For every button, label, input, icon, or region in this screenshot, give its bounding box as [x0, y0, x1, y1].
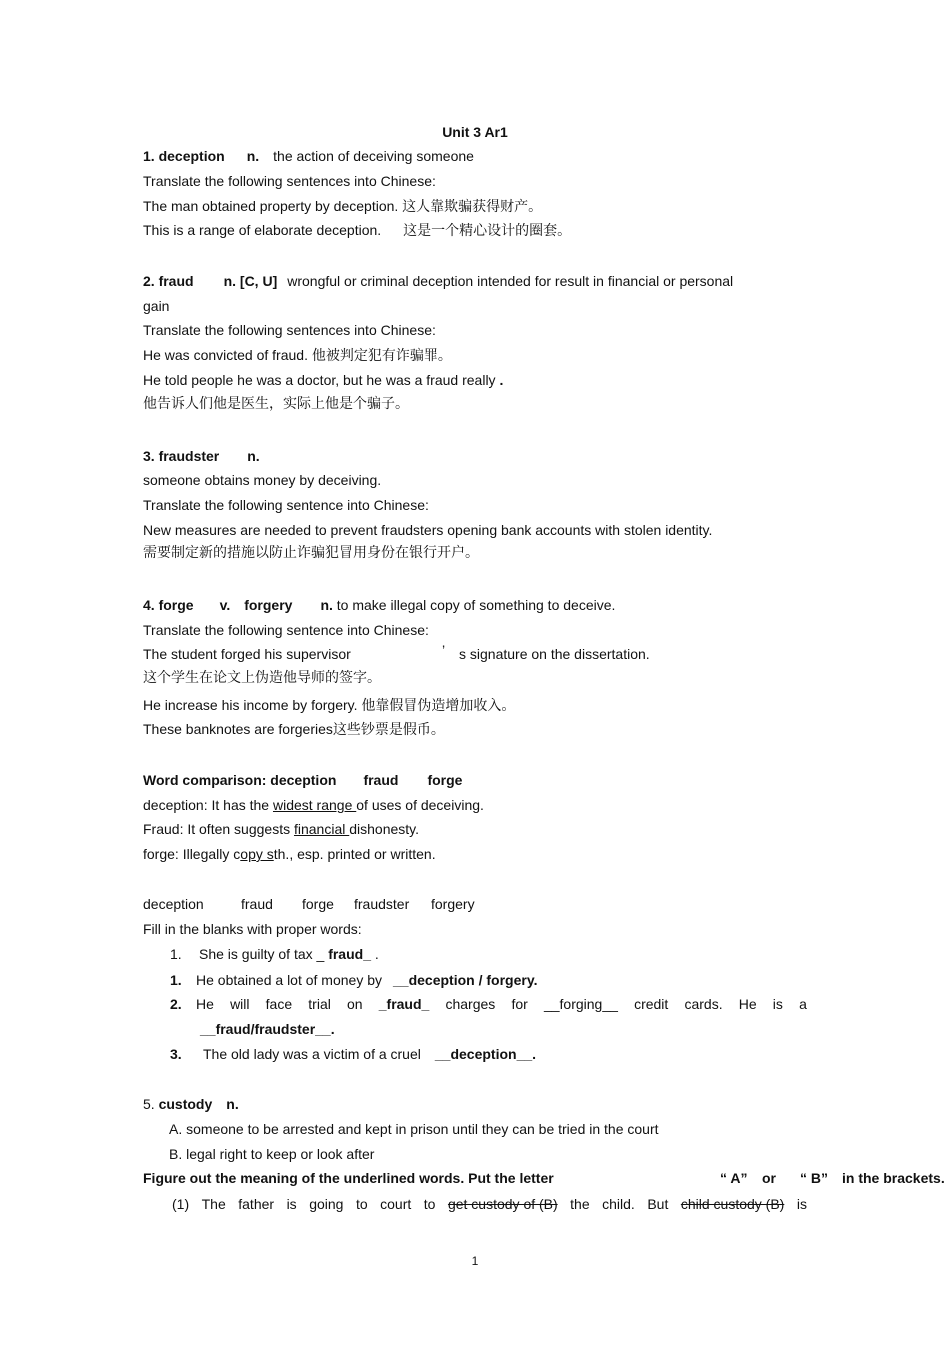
- answer: __deception / forgery.: [393, 972, 538, 988]
- example-sentence-cont: s signature on the dissertation.: [459, 646, 650, 662]
- definition: someone obtains money by deceiving.: [143, 472, 382, 488]
- definition: wrongful or criminal deception intended for result in financial or personal: [287, 273, 734, 289]
- example-sentence: These banknotes are forgeries这些钞票是假币。: [143, 721, 445, 737]
- answer: _fraud_: [378, 996, 430, 1012]
- question-text: She is guilty of tax _: [199, 946, 325, 962]
- custody-question-1: [172, 1195, 807, 1213]
- text: th., esp. printed or written.: [273, 846, 436, 862]
- definition-continued: gain: [143, 298, 170, 314]
- word: (1): [172, 1196, 190, 1212]
- question-number: 2.: [170, 996, 182, 1012]
- example-en: This is a range of elaborate deception.: [143, 222, 382, 238]
- word: He: [738, 996, 757, 1012]
- letter-b: “ B”: [800, 1170, 828, 1186]
- word: is: [796, 1196, 807, 1212]
- answer: __deception__.: [434, 1046, 537, 1062]
- word: credit: [634, 996, 669, 1012]
- option-a: A. someone to be arrested and kept in prison until they can be tried in the court: [169, 1121, 659, 1137]
- word: The: [201, 1196, 226, 1212]
- question-2: [196, 971, 537, 989]
- word: going: [309, 1196, 344, 1212]
- word: But: [647, 1196, 669, 1212]
- example-zh: 这个学生在论文上伪造他导师的签字。: [143, 669, 381, 685]
- instruction: Translate the following sentence into Chinese:: [143, 497, 429, 513]
- instruction: Translate the following sentence into Chinese:: [143, 622, 429, 638]
- headword-forgery: forgery: [244, 597, 293, 613]
- example-sentence: New measures are needed to prevent fraudsters opening bank accounts with stolen identity.: [143, 522, 713, 538]
- word: the: [570, 1196, 590, 1212]
- answer: __fraud/fraudster__.: [200, 1021, 335, 1037]
- example-sentence: The student forged his supervisor: [143, 646, 351, 662]
- text: .: [374, 946, 379, 962]
- example-sentence: He was convicted of fraud. 他被判定犯有诈骗罪。: [143, 347, 452, 363]
- word: father: [238, 1196, 275, 1212]
- struck-phrase: get custody of (B): [447, 1196, 558, 1212]
- comparison-line: [143, 796, 484, 814]
- headword: 1. deception: [143, 148, 225, 164]
- or-text: or: [762, 1170, 776, 1186]
- word: to: [355, 1196, 368, 1212]
- part-of-speech: n.: [246, 148, 260, 164]
- part-of-speech: n.: [320, 597, 333, 613]
- text: dishonesty.: [349, 821, 420, 837]
- word: trial: [308, 996, 331, 1012]
- example-sentence: The man obtained property by deception. 这人靠欺骗获得财产。: [143, 198, 543, 214]
- word: is: [286, 1196, 297, 1212]
- instruction-end: in the brackets.: [842, 1170, 945, 1186]
- question-number: 1.: [170, 972, 182, 988]
- question-text: He obtained a lot of money by: [196, 972, 383, 988]
- instruction: Translate the following sentences into Chinese:: [143, 173, 436, 189]
- example-zh: 这是一个精心设计的圈套。: [403, 222, 572, 238]
- answer: fraud_: [328, 946, 371, 962]
- word: charges: [445, 996, 496, 1012]
- instruction: Translate the following sentences into Chinese:: [143, 322, 436, 338]
- question-3-line-1: [196, 995, 807, 1013]
- text: of uses of deceiving.: [356, 797, 484, 813]
- word: child.: [602, 1196, 635, 1212]
- word: a: [799, 996, 807, 1012]
- word: for: [511, 996, 528, 1012]
- word: on: [347, 996, 363, 1012]
- word: to: [423, 1196, 436, 1212]
- word: will: [230, 996, 250, 1012]
- question-number: 1.: [170, 946, 182, 962]
- entry-fraud-header: [143, 272, 733, 290]
- text: forge: Illegally c: [143, 846, 241, 862]
- word-bank-item: fraud: [241, 896, 273, 912]
- word: cards.: [684, 996, 723, 1012]
- example-zh: 需要制定新的措施以防止诈骗犯冒用身份在银行开户。: [143, 544, 479, 560]
- word: He: [196, 996, 214, 1012]
- word-bank-item: forge: [302, 896, 334, 912]
- headword: 3. fraudster: [143, 448, 220, 464]
- example-zh: 他告诉人们他是医生，实际上他是个骗子。: [143, 395, 409, 411]
- definition: the action of deceiving someone: [273, 148, 474, 164]
- comparison-title: Word comparison: deception: [143, 772, 337, 788]
- question-text: The old lady was a victim of a cruel: [203, 1046, 421, 1062]
- entry-forge-header: [143, 596, 615, 614]
- comparison-header: [143, 771, 462, 789]
- entry-number: 5.: [143, 1096, 155, 1112]
- word: is: [772, 996, 783, 1012]
- answer: __forging__: [543, 996, 618, 1012]
- part-of-speech: n.: [247, 448, 260, 464]
- entry-fraudster-header: [143, 447, 260, 465]
- entry-custody-header: [143, 1095, 239, 1113]
- option-b: B. legal right to keep or look after: [169, 1146, 375, 1162]
- part-of-speech: n.: [226, 1096, 239, 1112]
- instruction: Fill in the blanks with proper words:: [143, 921, 362, 937]
- underlined-text: financial: [293, 821, 350, 837]
- headword: 4. forge: [143, 597, 194, 613]
- underlined-text: widest range: [272, 797, 357, 813]
- word-bank-item: fraudster: [354, 896, 410, 912]
- instruction: Figure out the meaning of the underlined words. Put the letter: [143, 1170, 554, 1186]
- example-sentence: [143, 221, 571, 239]
- question-number: 3.: [170, 1046, 182, 1062]
- text: deception: It has the: [143, 797, 273, 813]
- headword: custody: [158, 1096, 213, 1112]
- headword: 2. fraud: [143, 273, 194, 289]
- letter-a: “ A”: [720, 1170, 748, 1186]
- example-sentence: [143, 371, 503, 389]
- entry-deception-header: [143, 147, 474, 165]
- question-4: [203, 1045, 536, 1063]
- part-of-speech: v.: [219, 597, 231, 613]
- comparison-line: [143, 820, 419, 838]
- word-bank-item: deception: [143, 896, 204, 912]
- period: .: [499, 372, 504, 388]
- definition: to make illegal copy of something to deceive.: [336, 597, 616, 613]
- part-of-speech: n. [C, U]: [223, 273, 278, 289]
- page-title: Unit 3 Ar1: [442, 124, 508, 140]
- comparison-line: [143, 845, 436, 863]
- example-sentence: He increase his income by forgery. 他靠假冒伪造增加收入。: [143, 697, 516, 713]
- word: court: [380, 1196, 412, 1212]
- word-bank-item: forgery: [431, 896, 475, 912]
- example-en: He told people he was a doctor, but he was a fraud really: [143, 372, 496, 388]
- word: face: [265, 996, 293, 1012]
- apostrophe: ’: [442, 642, 446, 658]
- struck-phrase: child custody (B): [680, 1196, 785, 1212]
- comparison-word: forge: [427, 772, 463, 788]
- comparison-word: fraud: [363, 772, 399, 788]
- text: Fraud: It often suggests: [143, 821, 294, 837]
- underlined-text: opy s: [240, 846, 274, 862]
- page-number: 1: [471, 1254, 479, 1268]
- question-1: [199, 945, 379, 963]
